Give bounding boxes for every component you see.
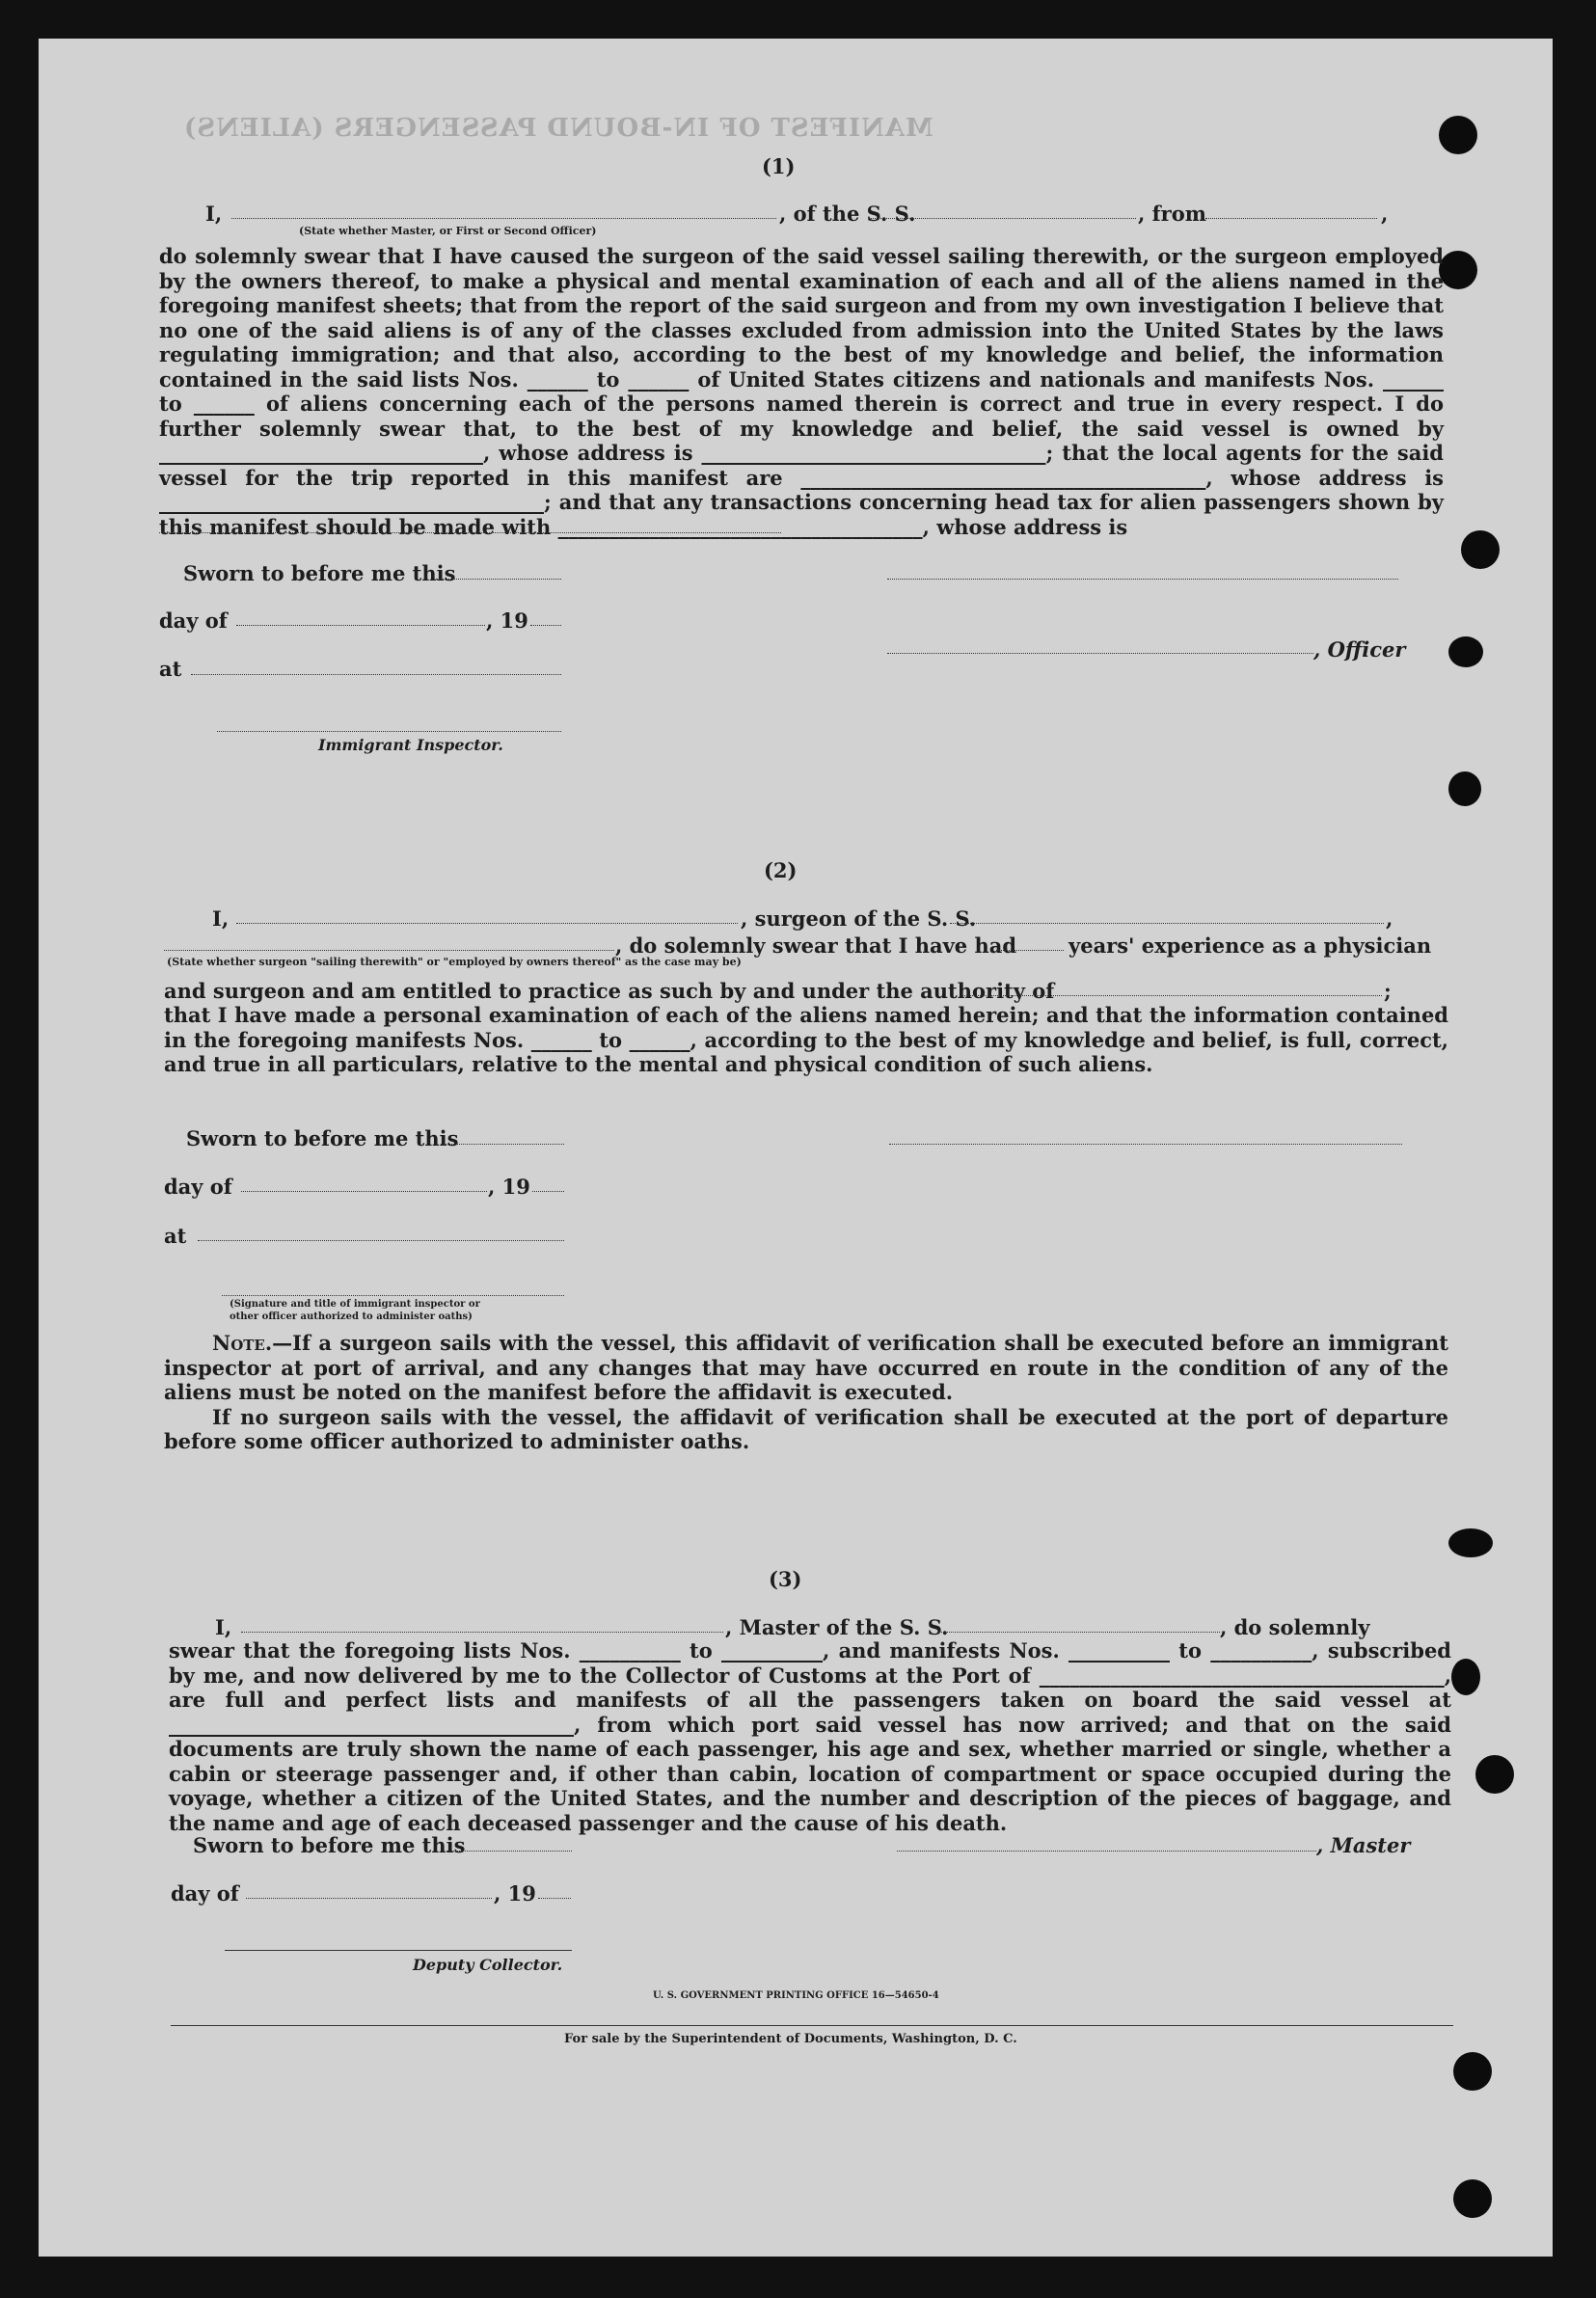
section-1-officer-title-field[interactable]: [887, 653, 1313, 654]
section-2-year-field[interactable]: [532, 1191, 564, 1192]
section-3-sworn-label: Sworn to before me this: [193, 1833, 466, 1857]
section-2-comma: ,: [1386, 906, 1393, 931]
note-label: Note.: [212, 1331, 273, 1355]
section-1-number: (1): [762, 154, 796, 178]
surgeon-status-field[interactable]: [164, 950, 614, 951]
inspector-signature-note-2: other officer authorized to administer oaths): [230, 1311, 473, 1322]
section-1-day-of-label: day of: [159, 608, 228, 633]
punch-hole-icon: [1451, 1659, 1480, 1695]
surgeon-signature-field[interactable]: [889, 1144, 1402, 1145]
section-2-year-label: , 19: [488, 1175, 530, 1199]
address-continuation-field[interactable]: [159, 532, 781, 533]
authority-field[interactable]: [962, 995, 1382, 996]
section-2-day-of-label: day of: [164, 1175, 232, 1199]
surgeon-name-field[interactable]: [236, 923, 738, 924]
section-3-i: I,: [215, 1615, 232, 1639]
punch-hole-icon: [1453, 2179, 1492, 2218]
footer-rule: [171, 2025, 1453, 2026]
departure-port-field[interactable]: [1205, 218, 1377, 219]
punch-hole-icon: [1475, 1755, 1514, 1794]
section-3-paragraph-text: swear that the foregoing lists Nos. __________ to __________, and manifests Nos. __________ to __________, subscribed by me, and now delivered by me to the Collector of Customs at the Port of ________________________________________, are full and perfect lists and manifests of all the passengers taken on board the said vessel at ________________________________________, from which port said vessel has now arrived; and that on the said documents are truly shown the name of each passenger, his age and sex, whether married or single, whether a cabin or steerage passenger and, if other than cabin, location of compartment or space occupied during the voyage, whether a citizen of the United States, and the number and description of the pieces of baggage, and the name and age of each deceased passenger and the cause of his death.: [169, 1638, 1451, 1835]
master-of-label: , Master of the S. S.: [725, 1615, 949, 1639]
officer-name-field[interactable]: [231, 218, 776, 219]
master-name-field[interactable]: [241, 1632, 723, 1633]
ship-name-field[interactable]: [871, 218, 1136, 219]
immigrant-inspector-label: Immigrant Inspector.: [318, 736, 503, 754]
note-text-2: If no surgeon sails with the vessel, the affidavit of verification shall be executed at the port of departure before some officer authorized to administer oaths.: [164, 1404, 1448, 1453]
years-experience-field[interactable]: [996, 950, 1064, 951]
officer-rank-note: (State whether Master, or First or Second Officer): [299, 225, 597, 237]
section-2-ship-field[interactable]: [950, 923, 1384, 924]
section-1-place-field[interactable]: [191, 674, 561, 675]
years-experience-label: years' experience as a physician: [1069, 933, 1432, 958]
punch-hole-icon: [1448, 636, 1483, 667]
section-2-sworn-day-field[interactable]: [441, 1144, 564, 1145]
section-1-sworn-day-field[interactable]: [436, 579, 561, 580]
section-2-paragraph: [164, 1003, 1448, 1077]
section-1-officer-signature-field[interactable]: [887, 579, 1398, 580]
punch-hole-icon: [1461, 530, 1500, 569]
section-3-paragraph: [169, 1638, 1451, 1835]
punch-hole-icon: [1439, 251, 1477, 289]
section-2-sworn-label: Sworn to before me this: [186, 1126, 459, 1150]
inspector-signature-note-1: (Signature and title of immigrant inspector or: [230, 1299, 480, 1310]
note-text-1: [164, 1331, 1448, 1405]
section-1-i: I,: [205, 202, 223, 226]
sale-notice: For sale by the Superintendent of Documents, Washington, D. C.: [564, 2032, 1017, 2046]
immigrant-inspector-signature-field[interactable]: [217, 731, 561, 732]
solemnly-swear-label: , do solemnly swear that I have had: [615, 933, 1017, 958]
section-3-number: (3): [769, 1567, 802, 1591]
section-1-year-field[interactable]: [530, 625, 561, 626]
section-2-at-label: at: [164, 1224, 187, 1248]
section-2-number: (2): [764, 858, 798, 882]
section-3-sworn-day-field[interactable]: [446, 1851, 572, 1852]
section-1-sworn-label: Sworn to before me this: [183, 561, 456, 585]
punch-hole-icon: [1439, 116, 1477, 154]
section-2-semicolon: ;: [1384, 979, 1392, 1003]
section-1-at-label: at: [159, 657, 182, 681]
section-2-place-field[interactable]: [198, 1240, 564, 1241]
section-3-month-field[interactable]: [246, 1898, 492, 1899]
section-1-year-label: , 19: [486, 608, 528, 633]
officer-signature-label: , Officer: [1313, 637, 1406, 662]
from-label: , from: [1138, 202, 1206, 226]
do-solemnly-label: , do solemnly: [1220, 1615, 1370, 1639]
deputy-collector-signature-field[interactable]: [225, 1950, 572, 1951]
section-1-month-field[interactable]: [236, 625, 485, 626]
authority-label: and surgeon and am entitled to practice as such by and under the authority of: [164, 979, 1055, 1003]
manifest-sheet: [39, 39, 1553, 2257]
gpo-imprint: U. S. GOVERNMENT PRINTING OFFICE 16—54650-4: [653, 1990, 939, 2001]
punch-hole-icon: [1448, 771, 1481, 806]
section-3-year-field[interactable]: [538, 1898, 571, 1899]
section-2-month-field[interactable]: [241, 1191, 487, 1192]
section-1-comma: ,: [1381, 202, 1389, 226]
of-ss-label: , of the S. S.: [779, 202, 916, 226]
note-text-1-body: —If a surgeon sails with the vessel, this affidavit of verification shall be executed before an immigrant inspector at port of arrival, and any changes that may have occurred en route in the condition of any of the aliens must be noted on the manifest before the affidavit is executed.: [164, 1331, 1448, 1404]
section-3-day-of-label: day of: [171, 1881, 239, 1906]
surgeon-status-note: (State whether surgeon "sailing therewith" or "employed by owners thereof" as the case may be): [167, 956, 742, 968]
master-signature-label: , Master: [1316, 1833, 1411, 1857]
section-3-ship-field[interactable]: [938, 1632, 1220, 1633]
section-3-year-label: , 19: [494, 1881, 536, 1906]
section-1-paragraph: [159, 244, 1444, 539]
section-1-paragraph-text: do solemnly swear that I have caused the surgeon of the said vessel sailing therewith, or the surgeon employed by the owners thereof, to make a physical and mental examination of each and all of the aliens named in the foregoing manifest sheets; that from the report of the said surgeon and from my own investigation I believe that no one of the said aliens is of any of the classes excluded from admission into the United States by the laws regulating immigration; and that also, according to the best of my knowledge and belief, the information contained in the said lists Nos. ______ to ______ of United States citizens and nationals and manifests Nos. ______ to ______ of aliens concerning each of the persons named therein is correct and true in every respect. I do further solemnly swear that, to the best of my knowledge and belief, the said vessel is owned by ________________________________, whose address is __________________________________; that the local agents for the said vessel for the trip reported in this manifest are ________________________________________, whose address is ______________________________________; and that any transactions concerning head tax for alien passengers shown by this manifest should be made with ____________________________________, whose address is: [159, 244, 1444, 539]
punch-hole-icon: [1453, 2052, 1492, 2091]
section-2-paragraph-text: that I have made a personal examination of each of the aliens named herein; and that the information contained in the foregoing manifests Nos. ______ to ______, according to the best of my knowledge and belief, is full, correct, and true in all particulars, relative to the mental and physical condition of such aliens.: [164, 1003, 1448, 1076]
faint-header-title: MANIFEST OF IN-BOUND PASSENGERS (ALIENS): [183, 114, 933, 143]
master-signature-field[interactable]: [897, 1851, 1316, 1852]
deputy-collector-label: Deputy Collector.: [413, 1956, 563, 1974]
section-2-inspector-signature-field[interactable]: [222, 1295, 564, 1296]
punch-hole-icon: [1448, 1528, 1493, 1557]
note-paragraph: [164, 1331, 1448, 1454]
surgeon-of-label: , surgeon of the S. S.: [741, 906, 977, 931]
section-2-i: I,: [212, 906, 230, 931]
